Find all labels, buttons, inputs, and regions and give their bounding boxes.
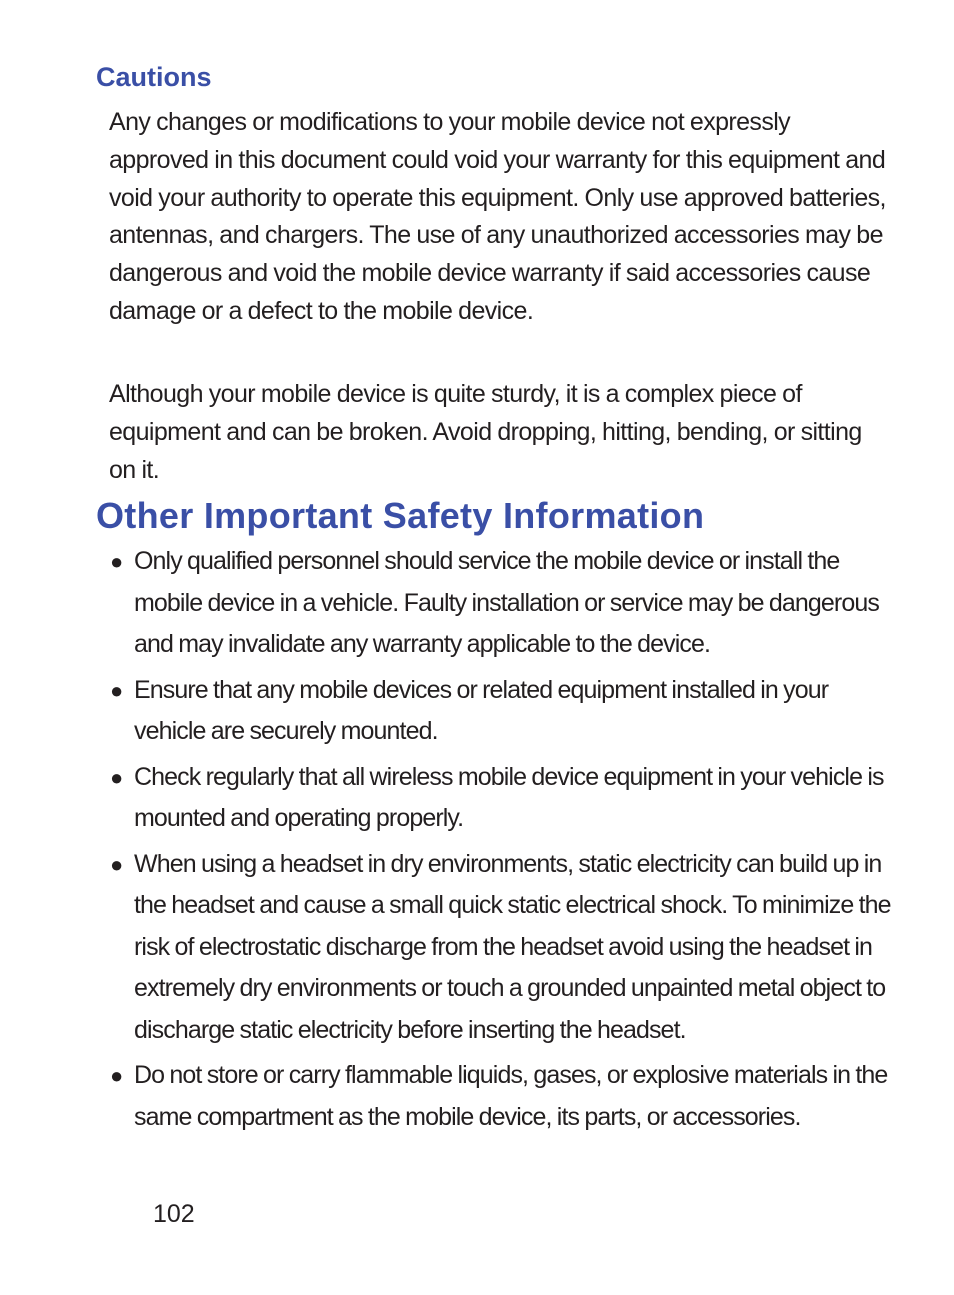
safety-bullet-list [110,541,900,1142]
bullet-text: Ensure that any mobile devices or related equipment installed in your vehicle are securely mounted. [134,675,829,745]
safety-section-heading: Other Important Safety Information [96,495,705,536]
safety-bullet-item-5 [110,1055,900,1138]
safety-bullet-item-1 [110,541,900,666]
bullet-text: Do not store or carry flammable liquids, gases, or explosive materials in the same compartment as the mobile device, its parts, or accessories. [134,1061,888,1131]
cautions-paragraph-2: Although your mobile device is quite sturdy, it is a complex piece of equipment and can be broken. Avoid dropping, hitting, bending, or sitting on it. [109,380,862,484]
safety-bullet-item-3 [110,757,900,840]
safety-bullet-item-4 [110,844,900,1052]
bullet-icon: ● [110,677,123,703]
bullet-icon: ● [110,549,123,574]
bullet-text: Only qualified personnel should service the mobile device or install the mobile device in a vehicle. Faulty installation or service may be dangerous and may invalidate any warranty applicable to the device. [134,547,879,658]
page-number: 102 [153,1200,195,1228]
bullet-icon: ● [110,764,123,790]
cautions-heading: Cautions [96,62,212,92]
safety-bullet-item-2 [110,670,900,753]
cautions-paragraph-1: Any changes or modifications to your mobile device not expressly approved in this document could void your warranty for this equipment and void your authority to operate this equipment. Only use approved batteries, antennas, and chargers. The use of any unauthorized accessories may be dangerous and void the mobile device warranty if said accessories cause damage or a defect to the mobile device. [109,108,886,325]
bullet-text: Check regularly that all wireless mobile device equipment in your vehicle is mounted and operating properly. [134,762,884,832]
bullet-icon: ● [110,851,123,877]
bullet-text: When using a headset in dry environments, static electricity can build up in the headset and cause a small quick static electrical shock. To minimize the risk of electrostatic discharge from the headset avoid using the headset in extremely dry environments or touch a grounded unpainted metal object to discharge static electricity before inserting the headset. [134,849,891,1044]
bullet-icon: ● [110,1063,123,1088]
